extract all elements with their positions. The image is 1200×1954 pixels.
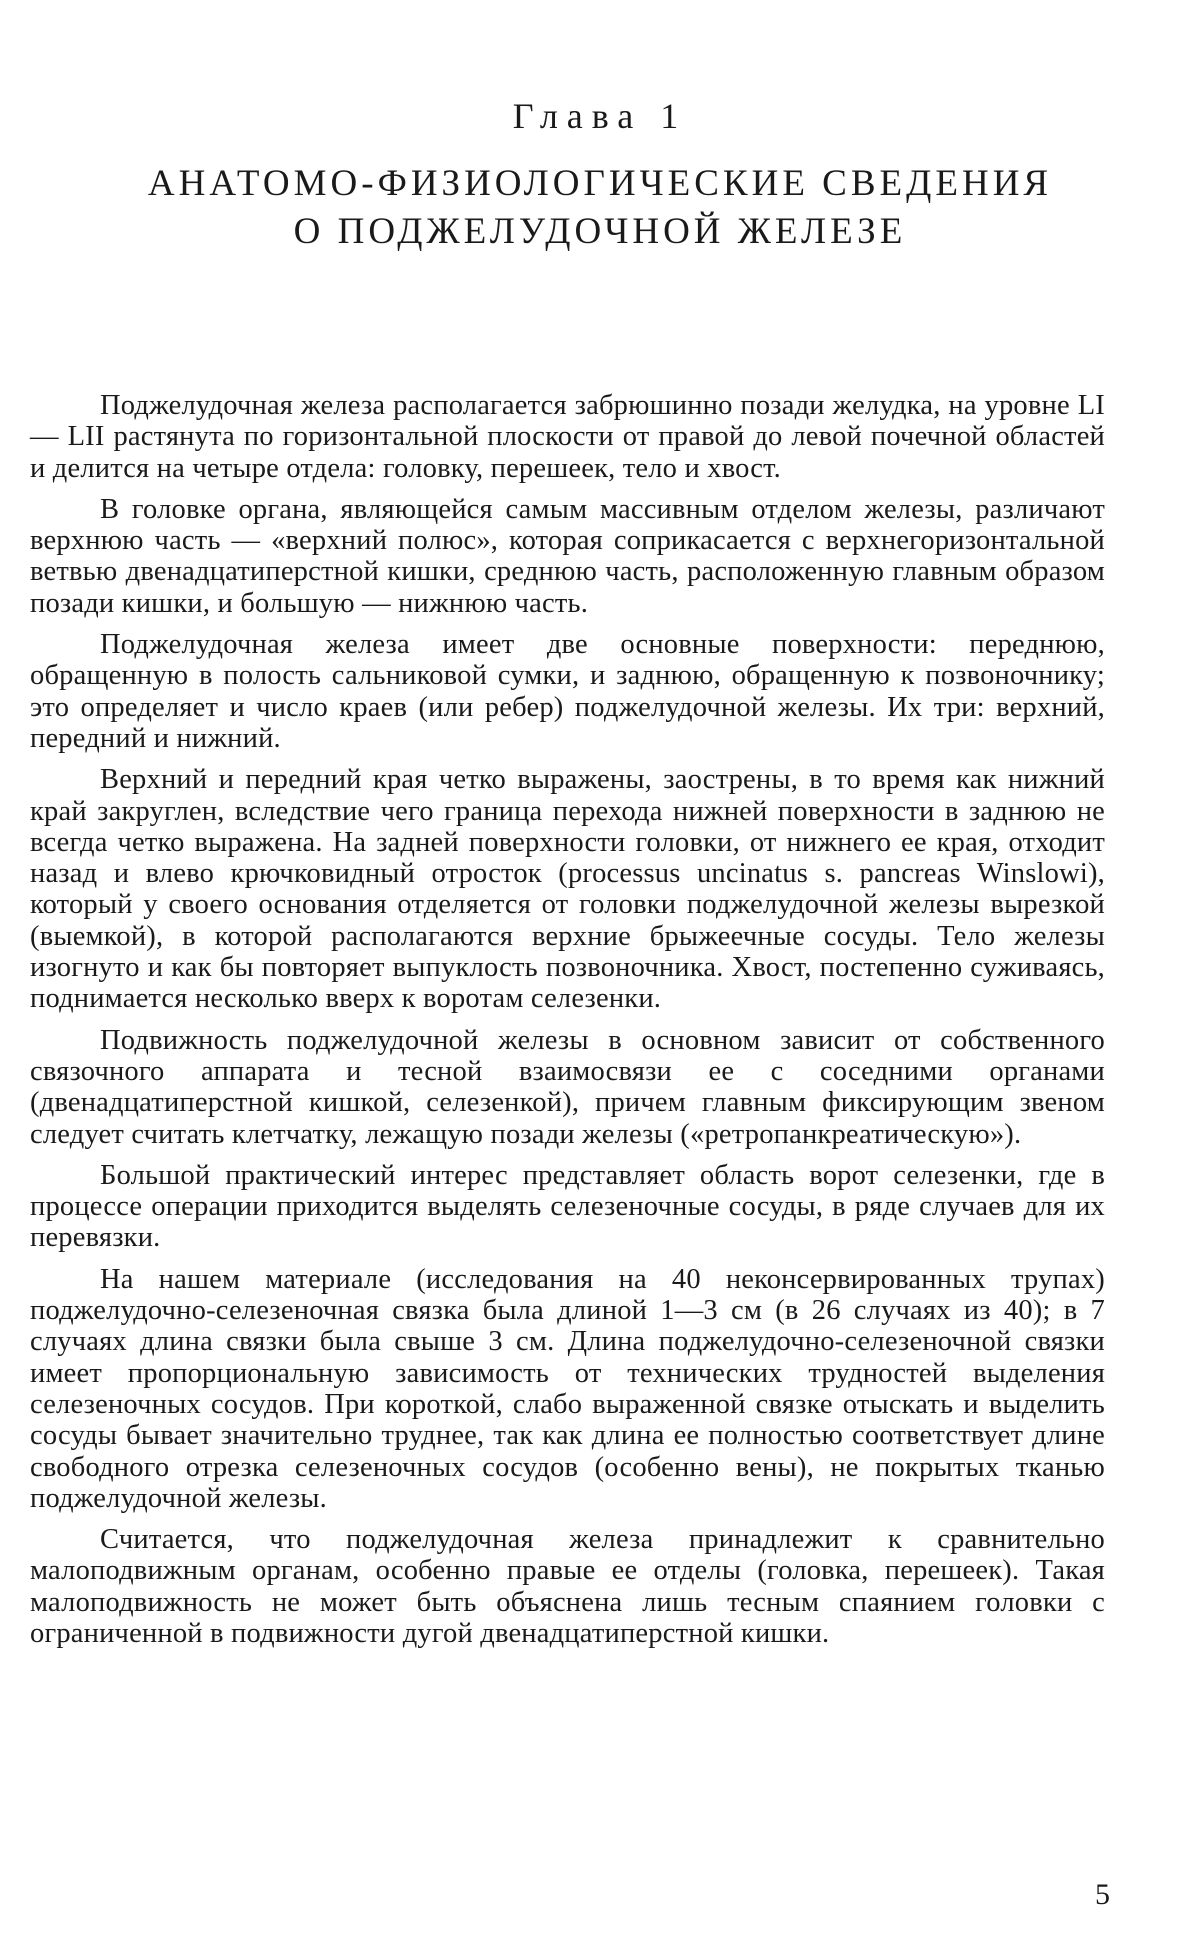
chapter-label: Глава 1 [512,96,688,136]
page-number: 5 [1095,1878,1110,1911]
paragraph-4: Верхний и передний края четко выражены, заострены, в то время как нижний край закруглен, вследствие чего граница перехода нижней поверхности в заднюю не всегда четко выражена. На задней поверхности головки, от нижнего ее края, отходит назад и влево крючковидный отросток (processus uncinatus s. pancreas Winslowi), который у своего основания отделяется от головки поджелудочной железы вырезкой (выемкой), в которой располагаются верхние брыжеечные сосуды. Тело железы изогнуто и как бы повторяет выпуклость позвоночника. Хвост, постепенно суживаясь, поднимается несколько вверх к воротам селезенки. [30,764,1105,1015]
paragraph-1: Поджелудочная железа располагается забрюшинно позади желудка, на уровне LI — LII растянута по горизонтальной плоскости от правой до левой почечной областей и делится на четыре отдела: головку, перешеек, тело и хвост. [30,390,1105,484]
paragraph-3: Поджелудочная железа имеет две основные поверхности: переднюю, обращенную в полость сальниковой сумки, и заднюю, обращенную к позвоночнику; это определяет и число краев (или ребер) поджелудочной железы. Их три: верхний, передний и нижний. [30,629,1105,754]
paragraph-2: В головке органа, являющейся самым массивным отделом железы, различают верхнюю часть — «верхний полюс», которая соприкасается с верхнегоризонтальной ветвью двенадцатиперстной кишки, среднюю часть, расположенную главным образом позади кишки, и большую — нижнюю часть. [30,493,1105,619]
paragraph-5: Подвижность поджелудочной железы в основном зависит от собственного связочного аппарата и тесной взаимосвязи ее с соседними органами (двенадцатиперстной кишкой, селезенкой), причем главным фиксирующим звеном следует считать клетчатку, лежащую позади железы («ретропанкреатическую»). [30,1024,1105,1150]
chapter-title-line-2: О ПОДЖЕЛУДОЧНОЙ ЖЕЛЕЗЕ [293,211,907,252]
body-text [30,390,1105,1649]
paragraph-6: Большой практический интерес представляет область ворот селезенки, где в процессе операции приходится выделять селезеночные сосуды, в ряде случаев для их перевязки. [30,1159,1105,1254]
chapter-title [0,160,1200,256]
paragraph-7: На нашем материале (исследования на 40 неконсервированных трупах) поджелудочно-селезеночная связка была длиной 1—3 см (в 26 случаях из 40); в 7 случаях длина связки была свыше 3 см. Длина поджелудочно-селезеночной связки имеет пропорциональную зависимость от технических трудностей выделения селезеночных сосудов. При короткой, слабо выраженной связке отыскать и выделить сосуды бывает значительно труднее, так как длина ее полностью соответствует длине свободного отрезка селезеночных сосудов (особенно вены), не покрытых тканью поджелудочной железы. [30,1263,1105,1514]
paragraph-8: Считается, что поджелудочная железа принадлежит к сравнительно малоподвижным органам, особенно правые ее отделы (головка, перешеек). Такая малоподвижность не может быть объяснена лишь тесным спаянием головки с ограниченной в подвижности дугой двенадцатиперстной кишки. [30,1524,1105,1649]
chapter-title-line-1: АНАТОМО-ФИЗИОЛОГИЧЕСКИЕ СВЕДЕНИЯ [147,163,1053,204]
